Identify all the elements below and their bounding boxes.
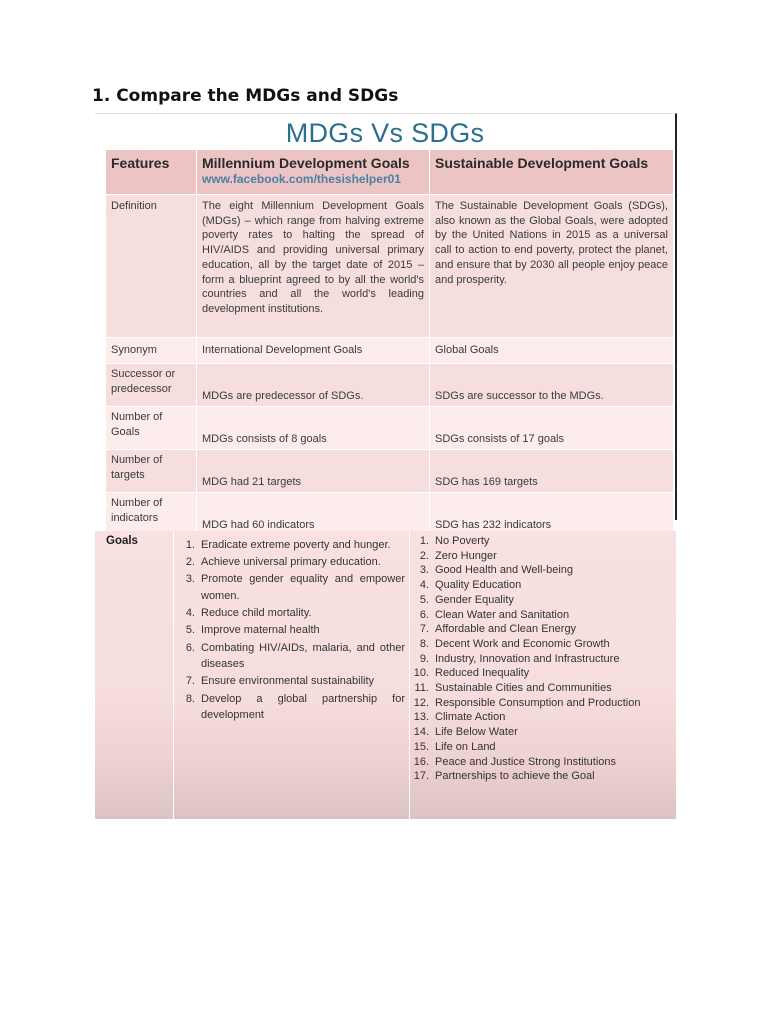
list-item: 4. Quality Education	[419, 579, 522, 592]
list-item: 9. Industry, Innovation and Infrastructure	[419, 652, 620, 665]
list-item: 7. Ensure environmental sustainability	[185, 675, 375, 688]
list-item: 11. Sustainable Cities and Communities	[414, 682, 612, 695]
header-mdg: Millennium Development Goals www.facebook.com/thesishelper01	[197, 150, 430, 195]
facebook-link: www.facebook.com/thesishelper01	[202, 172, 401, 186]
list-item: 8. Decent Work and Economic Growth	[419, 637, 610, 650]
feature-cell: Number of indicators	[106, 493, 197, 536]
sdg-goals-list	[413, 534, 675, 784]
list-item: 12. Responsible Consumption and Production	[413, 696, 641, 709]
mdg-cell: International Development Goals	[197, 338, 430, 364]
list-item: 2. Zero Hunger	[419, 549, 497, 562]
mdg-cell: MDG had 60 indicators	[197, 493, 430, 536]
mdgs-vs-sdgs-table-image	[95, 113, 677, 532]
sdg-goals-column	[410, 531, 676, 819]
feature-cell: Definition	[106, 195, 197, 338]
list-item: 6. Combating HIV/AIDs, malaria, and other diseases	[185, 641, 405, 671]
table-row	[106, 407, 674, 450]
mdg-cell: MDGs consists of 8 goals	[197, 407, 430, 450]
question-heading: 1. Compare the MDGs and SDGs	[92, 86, 399, 106]
header-sdg: Sustainable Development Goals	[430, 150, 674, 195]
goals-label-column	[95, 531, 174, 819]
sdg-cell: SDG has 169 targets	[430, 450, 674, 493]
table-row	[106, 493, 674, 536]
list-item: 3. Promote gender equality and empower women.	[185, 573, 405, 602]
sdg-cell: SDGs consists of 17 goals	[430, 407, 674, 450]
table-row-definition	[106, 195, 674, 338]
list-item: 8. Develop a global partnership for development	[185, 692, 405, 722]
header-features: Features	[106, 150, 197, 195]
goals-label: Goals	[106, 535, 138, 547]
feature-cell: Synonym	[106, 338, 197, 364]
list-item: 16. Peace and Justice Strong Institutions	[413, 755, 616, 768]
table-title: MDGs Vs SDGs	[285, 118, 485, 148]
list-item: 1. Eradicate extreme poverty and hunger.	[185, 539, 391, 551]
list-item: 6. Clean Water and Sanitation	[419, 608, 570, 621]
table-row-synonym	[106, 338, 674, 364]
header-row	[106, 150, 674, 195]
list-item: 1. No Poverty	[419, 535, 490, 547]
list-item: 4. Reduce child mortality.	[185, 607, 312, 620]
list-item: 3. Good Health and Well-being	[419, 564, 573, 577]
sdg-cell: The Sustainable Development Goals (SDGs), also known as the Global Goals, were adopted by the United Nations in 2015 as a universal call to action to end poverty, protect the planet, and ensure that by 2030 all people enjoy peace and prosperity.	[430, 195, 674, 338]
list-item: 5. Gender Equality	[419, 593, 514, 606]
list-item: 13. Climate Action	[413, 711, 506, 724]
comparison-table	[105, 149, 674, 536]
table-row	[106, 450, 674, 493]
feature-cell: Successor or predecessor	[106, 364, 197, 407]
list-item: 15. Life on Land	[413, 740, 496, 753]
sdg-cell: Global Goals	[430, 338, 674, 364]
mdg-cell: MDG had 21 targets	[197, 450, 430, 493]
list-item: 10. Reduced Inequality	[413, 667, 530, 680]
feature-cell: Number of Goals	[106, 407, 197, 450]
list-item: 5. Improve maternal health	[185, 624, 320, 637]
mdg-cell: The eight Millennium Development Goals (MDGs) – which range from halving extreme poverty rates to halting the spread of HIV/AIDS and providing universal primary education, all by the target date of 2015 – form a blueprint agreed to by all the world's countries and all the world's leading development institutions.	[197, 195, 430, 338]
list-item: 2. Achieve universal primary education.	[185, 556, 381, 569]
feature-cell: Number of targets	[106, 450, 197, 493]
list-item: 17. Partnerships to achieve the Goal	[413, 770, 595, 783]
mdg-goals-column	[173, 531, 410, 819]
table-row	[106, 364, 674, 407]
goals-table-image	[95, 531, 676, 819]
mdg-cell: MDGs are predecessor of SDGs.	[197, 364, 430, 407]
mdg-goals-list	[177, 537, 405, 724]
sdg-cell: SDGs are successor to the MDGs.	[430, 364, 674, 407]
list-item: 7. Affordable and Clean Energy	[419, 623, 577, 636]
list-item: 14. Life Below Water	[413, 726, 518, 739]
sdg-cell: SDG has 232 indicators	[430, 493, 674, 536]
